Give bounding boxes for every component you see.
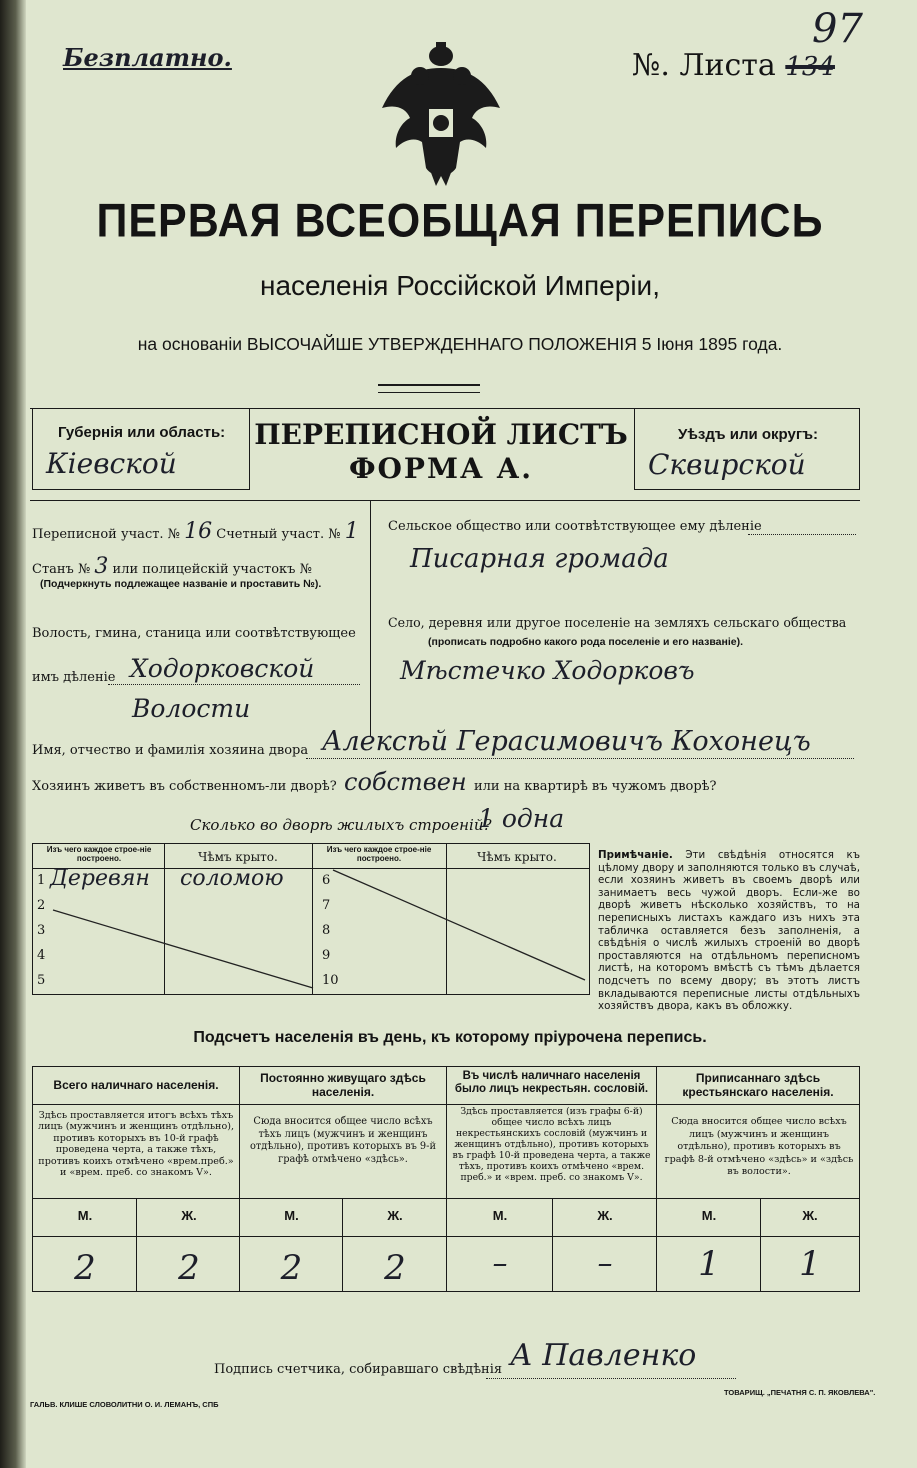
owner-name-label: Имя, отчество и фамилія хозяина двора [32,743,309,758]
buildings-label: Сколько во дворѣ жилыхъ строеній? [190,816,492,834]
owner-or-label: или на квартирѣ въ чужомъ дворѣ? [474,779,717,794]
sheet-number-corner: 97 [812,6,863,52]
owner-lives-value: собствен [344,768,467,796]
precinct-label: Переписной участ. № [32,527,180,542]
count-mf-rule [33,1236,859,1237]
buildings-row-left-1: 1 [37,873,46,888]
buildings-col3: Изъ чего каждое строе-ніе построено. [326,845,432,863]
stan-row [32,554,312,579]
note-text: Эти свѣдѣнія относятся къ цѣлому двору и заполняются только въ случаѣ, если хозяинъ живетъ въ своемъ дворѣ или занимаетъ весь чужой дворъ. Если-же во дворѣ живетъ нѣсколько хозяйствъ, то на переписныхъ листахъ каждаго изъ нихъ эта табличка оставляется безъ заполненія, а свѣдѣнія о числѣ жилыхъ строеній во дворѣ проставляются на отдѣльномъ переписномъ листѣ, на которомъ вмѣстѣ съ тѣмъ дѣлается подсчетъ по всему двору; въ этотъ листъ вкладываются переписные листы отдѣльныхъ хозяйствъ двора, какъ въ обложку. [598,849,860,1013]
subtitle: населенія Россійской Имперіи, [260,270,660,301]
count-col4-m-label: М. [701,1208,717,1223]
district-label: Уѣздъ или округъ: [678,426,819,443]
society-label: Сельское общество или соотвѣтствующее ему дѣленіе [388,519,762,534]
count-value: 1 [344,519,359,544]
basis-line: на основаніи ВЫСОЧАЙШЕ УТВЕРЖДЕННАГО ПОЛОЖЕНІЯ 5 Іюня 1895 года. [137,334,783,354]
village-note: (прописать подробно какого рода поселеніе и его названіе). [428,636,744,648]
precinct-row [32,519,359,544]
village-label: Село, деревня или другое поселеніе на земляхъ сельскаго общества [388,615,847,630]
count-title: Подсчетъ населенія въ день, къ которому пріурочена перепись. [193,1029,707,1046]
count-col3-m-value: – [492,1246,508,1281]
buildings-row-left-5: 5 [37,973,46,988]
volost-line [108,684,360,685]
count-desc-rule [33,1198,859,1199]
footer-right: ТОВАРИЩ. „ПЕЧАТНЯ С. П. ЯКОВЛЕВА". [724,1388,876,1397]
section-rule [30,500,860,501]
form-name: ФОРМА А. [348,452,534,485]
count-col2-desc: Сюда вносится общее число всѣхъ тѣхъ лицъ (мужчинъ и женщинъ отдѣльно), противъ которыхъ въ 9-й графѣ отмѣчено «здѣсь». [249,1116,437,1165]
count-mf-div-1 [136,1198,137,1291]
buildings-row-left-3: 3 [37,923,46,938]
count-col4-f-label: Ж. [802,1208,818,1223]
count-col4-head: Приписаннаго здѣсь крестьянскаго населенія. [682,1071,834,1099]
sheet-number [632,48,835,83]
stan-label: Станъ № [32,562,91,577]
buildings-strike-lines [33,868,589,993]
count-label: Счетный участ. № [216,527,341,542]
count-col4-desc: Сюда вносится общее число всѣхъ лицъ (мужчинъ и женщинъ отдѣльно), противъ которыхъ въ графѣ 8-й отмѣчено «здѣсь» и «здѣсь въ волости». [664,1116,854,1177]
buildings-row-right-10: 10 [322,973,339,988]
building-material-entry: Деревян [50,866,150,891]
footer-left: ГАЛЬВ. КЛИШЕ СЛОВОЛИТНИ О. И. ЛЕМАНЪ, СПБ [30,1400,219,1409]
buildings-row-left-4: 4 [37,948,46,963]
society-value: Писарная громада [410,544,669,574]
count-head-rule [33,1104,859,1105]
count-col3-desc: Здѣсь проставляется (изъ графы 6-й) общее число всѣхъ лицъ некрестьянскихъ сословій (мужчинъ и женщинъ отдѣльно), противъ которыхъ въ графѣ 10-й проведена черта, а также тѣхъ, противъ коихъ отмѣчено «врем. преб.» и «врем. преб. со знакомъ V». [452,1106,651,1183]
village-value: Мѣстечко Ходорковъ [400,656,695,685]
buildings-col4: Чѣмъ крыто. [477,850,557,864]
count-div-3 [656,1066,657,1291]
district-value: Сквирской [648,448,806,481]
sheet-label: №. Листа [632,48,776,83]
ornament-divider [378,384,480,393]
count-col4-m-value: 1 [698,1244,720,1284]
section-divider [370,500,371,736]
sheet-number-struck: 134 [785,52,835,82]
count-col1-m-label: М. [77,1208,93,1223]
count-mf-div-3 [552,1198,553,1291]
count-col1-head: Всего наличнаго населенія. [53,1078,219,1092]
society-line [748,534,856,535]
building-roof-entry: соломою [180,866,284,891]
buildings-row-right-6: 6 [322,873,331,888]
owner-name-value: Алексѣй Герасимовичъ Кохонецъ [322,726,811,757]
count-col3-head: Въ числѣ наличнаго населенія было лицъ некрестьян. сословій. [454,1070,649,1095]
buildings-col1: Изъ чего каждое строе-ніе построено. [46,845,152,863]
count-col1-m-value: 2 [74,1248,96,1288]
underline-note: (Подчеркнуть подлежащее названіе и проставить №). [40,578,322,590]
double-headed-eagle-icon [376,38,506,188]
owner-name-line [306,758,854,759]
count-col1-f-label: Ж. [181,1208,197,1223]
count-col1-f-value: 2 [178,1248,200,1288]
owner-lives-label: Хозяинъ живетъ въ собственномъ-ли дворѣ? [32,779,337,794]
count-div-2 [446,1066,447,1291]
note-label: Примѣчаніе. [598,849,673,861]
buildings-col2: Чѣмъ крыто. [198,850,278,864]
province-label: Губернія или область: [58,424,226,441]
volost-value2: Волости [132,694,251,723]
police-label: или полицейскій участокъ № [112,562,312,577]
buildings-row-right-9: 9 [322,948,331,963]
volost-label2: имъ дѣленіе [32,670,116,685]
count-col2-f-label: Ж. [387,1208,403,1223]
count-col2-m-label: М. [284,1208,299,1223]
signature-label: Подпись счетчика, собиравшаго свѣдѣнія [214,1362,503,1377]
count-mf-div-2 [342,1198,343,1291]
count-col2-head: Постоянно живущаго здѣсь населенія. [260,1071,426,1099]
count-col3-f-label: Ж. [597,1208,613,1223]
count-col1-desc: Здѣсь проставляется итогъ всѣхъ тѣхъ лицъ (мужчинъ и женщинъ отдѣльно), противъ которыхъ въ 10-й графѣ проведена черта, а также тѣхъ, противъ коихъ отмѣчено «врем.преб.» и «врем. преб. со знакомъ V». [37,1110,235,1179]
signature-value: А Павленко [510,1338,697,1373]
buildings-row-right-7: 7 [322,898,331,913]
buildings-row-right-8: 8 [322,923,331,938]
volost-value1: Ходорковской [130,654,315,683]
province-value: Кіевской [46,447,177,480]
stan-value: 3 [94,554,109,579]
count-col4-f-value: 1 [799,1244,821,1284]
note-block [598,849,860,1013]
volost-label: Волость, гмина, станица или соотвѣтствующее [32,626,356,641]
count-col3-f-value: – [597,1246,613,1281]
precinct-value: 16 [184,519,213,544]
main-title: ПЕРВАЯ ВСЕОБЩАЯ ПЕРЕПИСЬ [96,194,824,248]
form-title: ПЕРЕПИСНОЙ ЛИСТЪ [254,418,628,451]
count-col2-f-value: 2 [384,1248,406,1288]
free-label: Безплатно. [63,43,232,72]
signature-line [486,1378,736,1379]
buildings-value: 1 одна [478,804,565,833]
count-mf-div-4 [760,1198,761,1291]
count-col2-m-value: 2 [280,1248,303,1288]
buildings-row-left-2: 2 [37,898,46,913]
count-col3-m-label: М. [492,1208,508,1223]
